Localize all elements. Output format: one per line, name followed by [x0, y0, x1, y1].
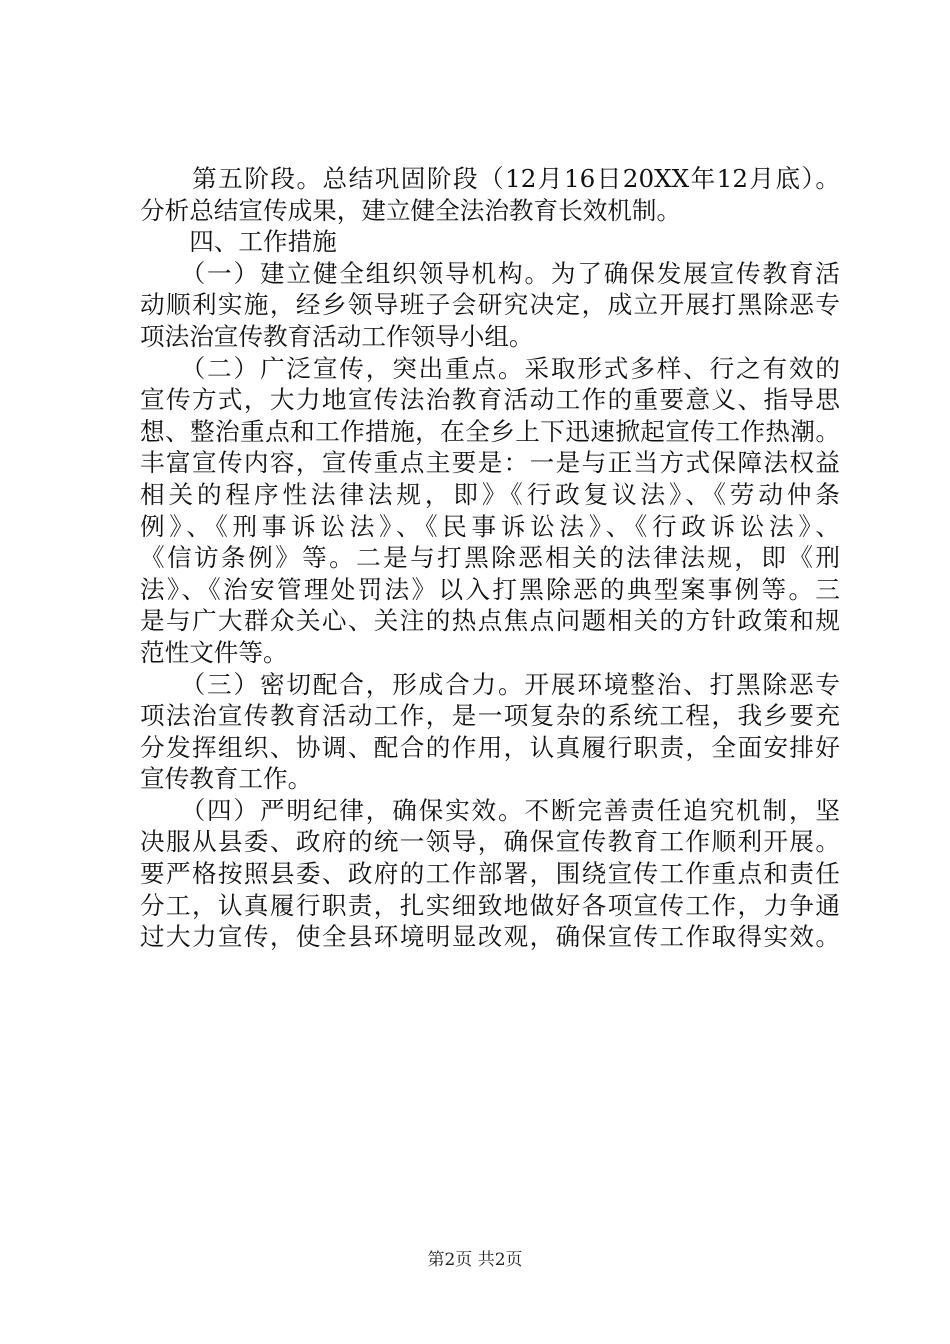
text-line: 项法治宣传教育活动工作领导小组。 — [140, 321, 534, 351]
text-line: 决服从县委、政府的统一领导，确保宣传教育工作顺利开展。 — [140, 827, 840, 857]
text-line: 项法治宣传教育活动工作，是一项复杂的系统工程，我乡要充 — [140, 701, 840, 731]
document-body — [140, 163, 840, 953]
text-line: （三）密切配合，形成合力。开展环境整治、打黑除恶专 — [140, 669, 840, 699]
text-line: 例》、《刑事诉讼法》、《民事诉讼法》、《行政诉讼法》、 — [140, 511, 840, 541]
text-line: 分析总结宣传成果，建立健全法治教育长效机制。 — [140, 195, 682, 225]
text-line: 第五阶段。总结巩固阶段（12月16日20XX年12月底）。 — [140, 164, 840, 193]
text-line: （四）严明纪律，确保实效。不断完善责任追究机制，坚 — [140, 795, 840, 825]
text-line: 法》、《治安管理处罚法》以入打黑除恶的典型案事例等。三 — [140, 574, 840, 604]
text-line: 过大力宣传，使全县环境明显改观，确保宣传工作取得实效。 — [140, 922, 840, 952]
text-line: 《信访条例》等。二是与打黑除恶相关的法律法规，即《刑 — [140, 543, 840, 573]
text-line: 四、工作措施 — [140, 227, 337, 257]
text-line: 想、整治重点和工作措施，在全乡上下迅速掀起宣传工作热潮。 — [140, 416, 840, 446]
text-line: 要严格按照县委、政府的工作部署，围绕宣传工作重点和责任 — [140, 859, 840, 889]
text-line: 分发挥组织、协调、配合的作用，认真履行职责，全面安排好 — [140, 732, 840, 762]
text-line: 宣传方式，大力地宣传法治教育活动工作的重要意义、指导思 — [140, 385, 840, 415]
text-line: （二）广泛宣传，突出重点。采取形式多样、行之有效的 — [140, 353, 840, 383]
page-footer: 第2页 共2页 — [427, 1250, 523, 1270]
text-line: 相关的程序性法律法规，即》《行政复议法》、《劳动仲条 — [140, 479, 840, 509]
text-line: 宣传教育工作。 — [140, 764, 313, 794]
text-line: （一）建立健全组织领导机构。为了确保发展宣传教育活 — [140, 258, 840, 288]
text-line: 分工，认真履行职责，扎实细致地做好各项宣传工作，力争通 — [140, 890, 840, 920]
text-line: 是与广大群众关心、关注的热点焦点问题相关的方针政策和规 — [140, 606, 840, 636]
text-line: 丰富宣传内容，宣传重点主要是：一是与正当方式保障法权益 — [140, 448, 840, 478]
text-line: 范性文件等。 — [140, 637, 288, 667]
text-line: 动顺利实施，经乡领导班子会研究决定，成立开展打黑除恶专 — [140, 290, 840, 320]
